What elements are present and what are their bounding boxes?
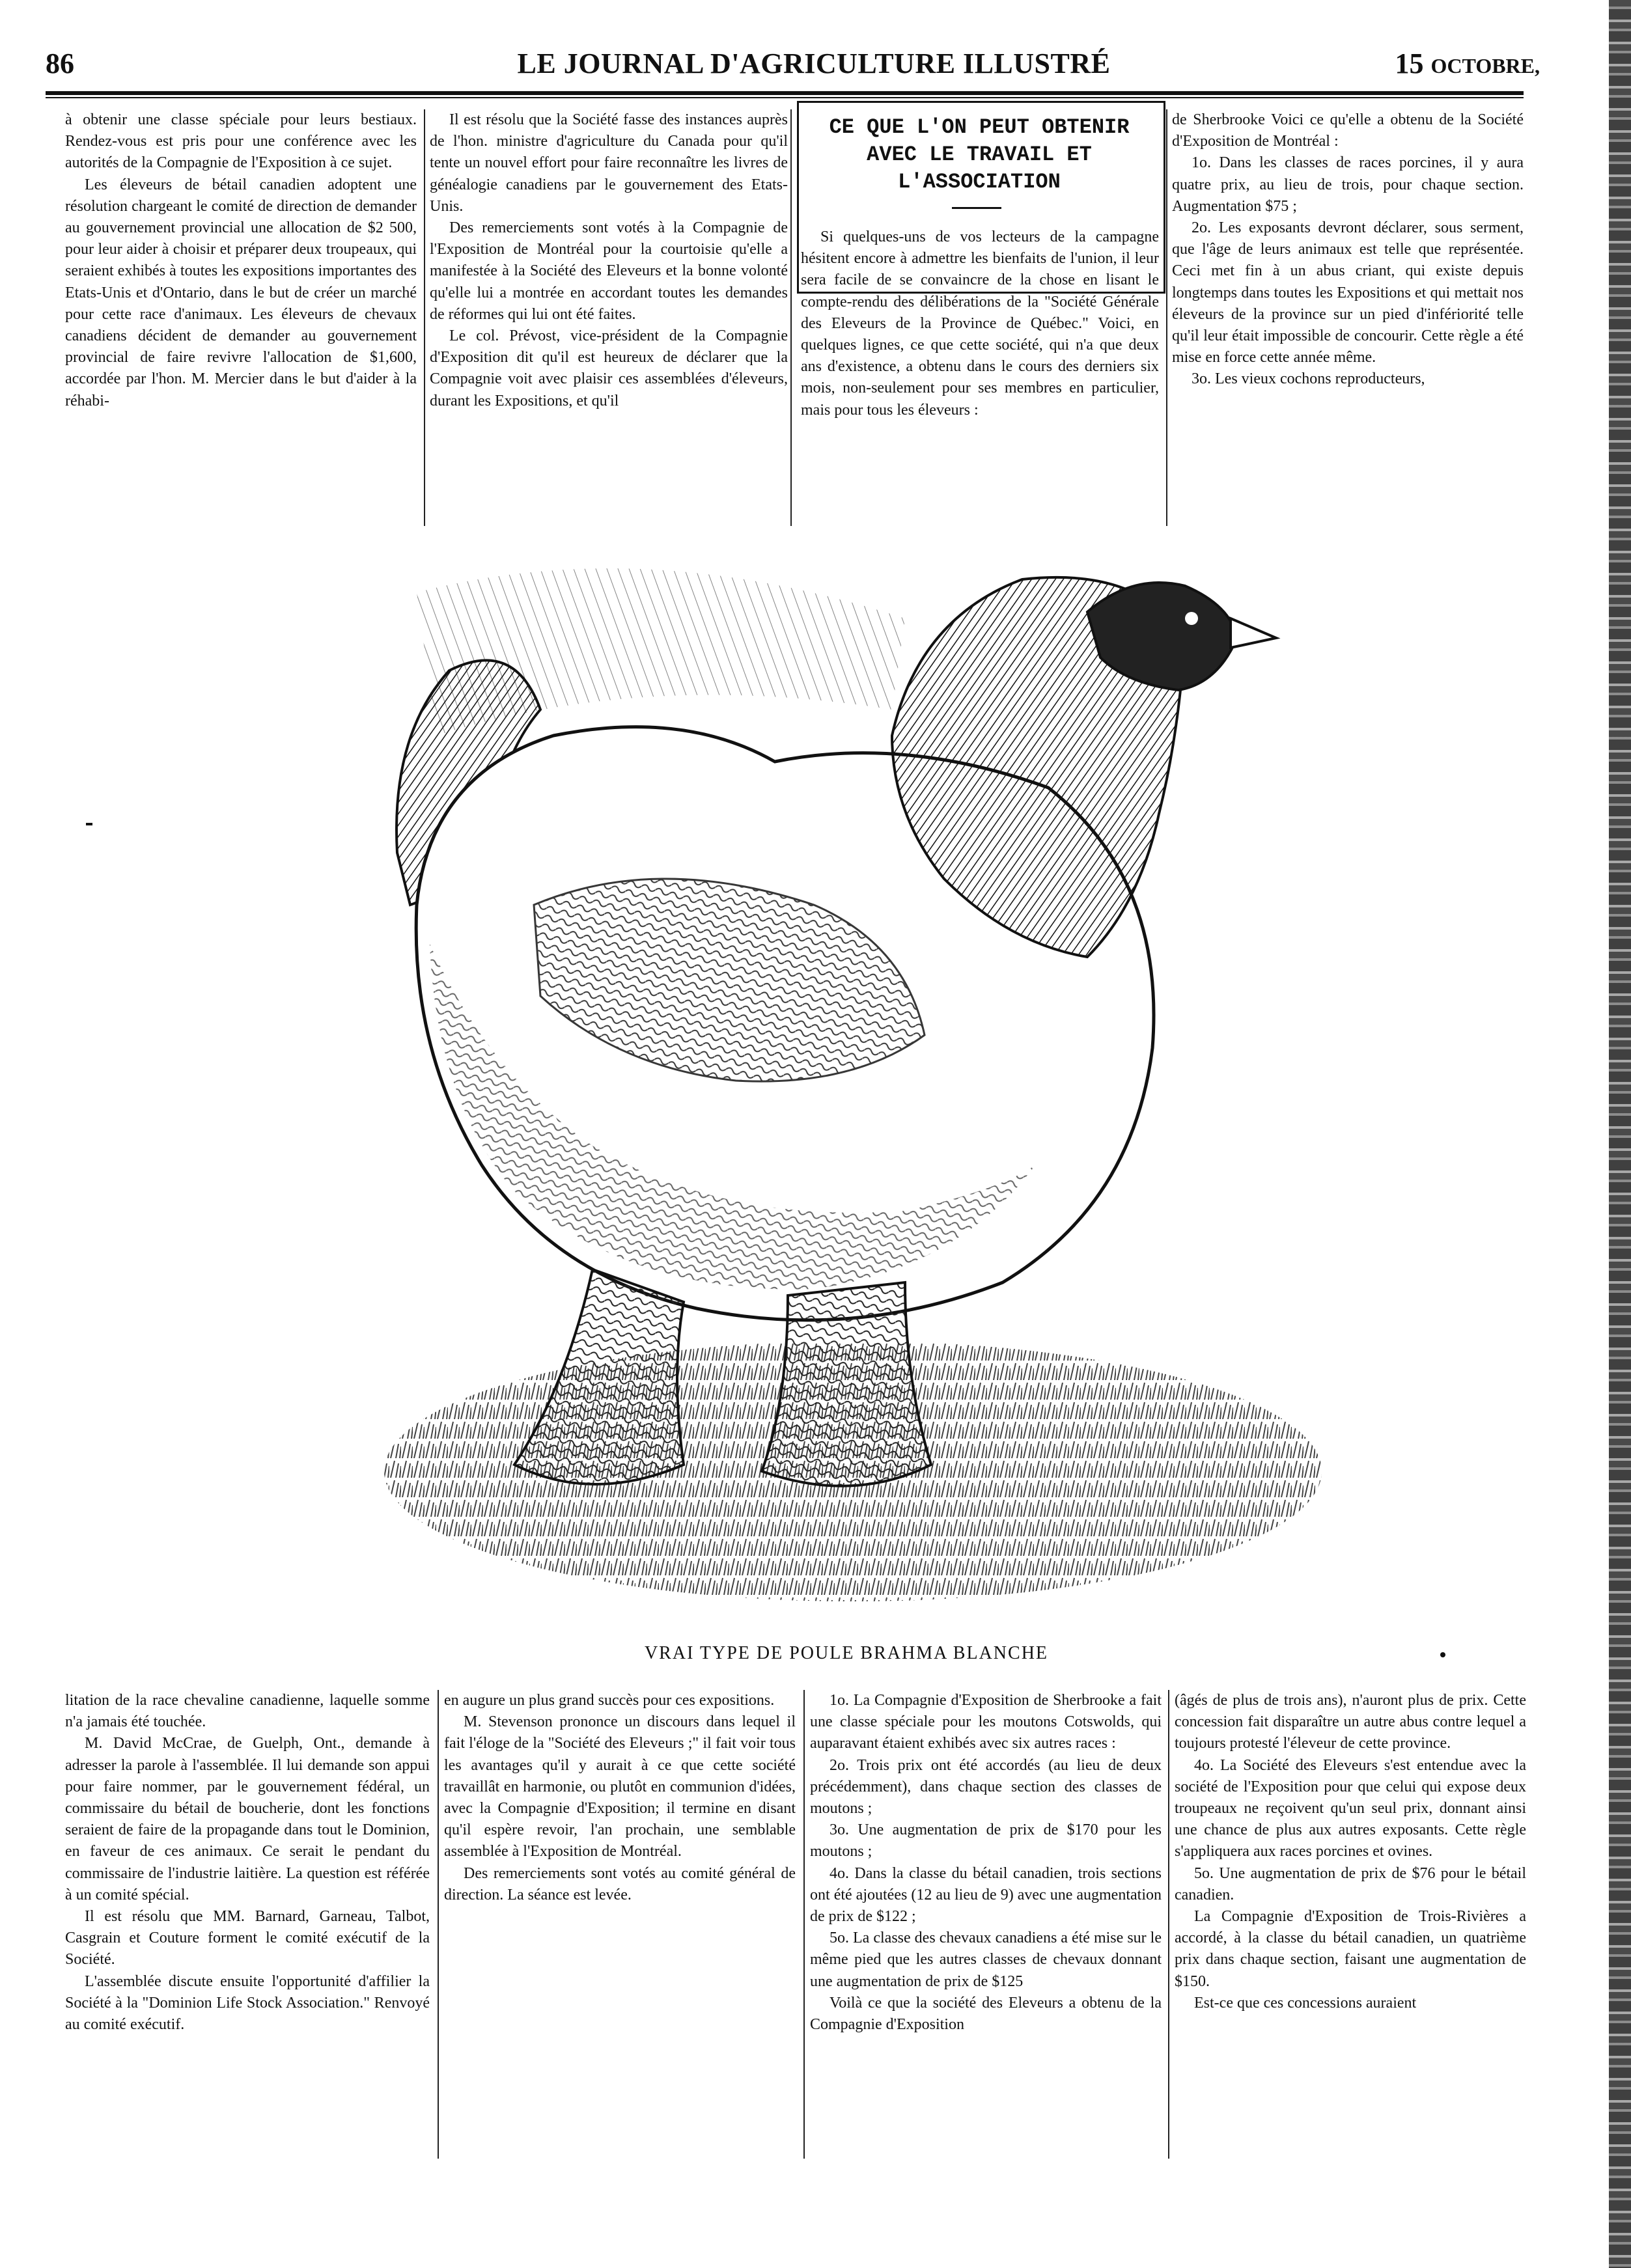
paragraph: 2o. Trois prix ont été accordés (au lieu de deux précédemment), dans chaque section des classes de moutons ; (810, 1756, 1162, 1818)
paragraph: Est-ce que ces concessions auraient (1194, 1994, 1417, 2012)
heading-dash (952, 207, 1001, 209)
scan-edge (1609, 0, 1631, 2268)
paragraph: L'assemblée discute ensuite l'opportunité d'affilier la Société à la "Dominion Life Stock Association." Renvoyé au comité exécutif. (65, 1972, 430, 2034)
masthead-title: LE JOURNAL D'AGRICULTURE ILLUSTRÉ (517, 48, 1111, 79)
page-number: 86 (46, 48, 74, 79)
eye (1185, 612, 1198, 625)
issue-date-month: OCTOBRE, (1430, 54, 1540, 77)
brahma-hen-illustration (319, 540, 1361, 1621)
paragraph: Des remerciements sont votés à la Compagnie de l'Exposition de Montréal pour la courtoisie qu'elle a manifestée à la Société des Eleveurs et la bonne volonté qu'elle lui a montrée en accordant toutes les demandes de réformes qui lui ont été faites. (430, 219, 788, 323)
column-bottom-4 (1175, 1690, 1526, 2159)
column-divider (790, 109, 792, 526)
column-bottom-1 (65, 1690, 430, 2159)
column-divider (438, 1690, 439, 2159)
paragraph: M. Stevenson prononce un discours dans lequel il fait l'éloge de la "Société des Eleveurs ;" il fait voir tous les avantages qu'il y aurait à ce que cette société travaillât en harmonie, ou plutôt en communion d'idées, avec la Compagnie d'Exposition; il termine en disant qu'il espère revoir, l'an prochain, une semblable assemblée à l'Exposition de Montréal. (444, 1713, 796, 1860)
paragraph: Les éleveurs de bétail canadien adoptent une résolution chargeant le comité de direction de demander au gouvernement provincial une allocation de $2 500, pour leur aider à choisir et préparer deux troupeaux, qui seraient exhibés à toutes les expositions importantes des Etats-Unis et d'Ontario, dans le but de créer un marché pour cette race d'animaux. Les éleveurs de chevaux canadiens décident de demander au gouvernement provincial de faire revivre l'allocation de $1,600, accordée par l'hon. M. Mercier dans le but d'aider à la réhabi- (65, 176, 417, 409)
paragraph: 1o. Dans les classes de races porcines, il y aura quatre prix, au lieu de trois, pour chaque section. Augmentation $75 ; (1172, 154, 1524, 215)
issue-date (1395, 44, 1540, 85)
illustration-caption: VRAI TYPE DE POULE BRAHMA BLANCHE (644, 1643, 1049, 1663)
column-divider (1168, 1690, 1169, 2159)
paragraph: La Compagnie d'Exposition de Trois-Rivières a accordé, à la classe du bétail canadien, un quatrième prix dans chaque section, faisant une augmentation de $150. (1175, 1908, 1526, 1990)
paragraph: Il est résolu que MM. Barnard, Garneau, Talbot, Casgrain et Couture forment le comité exécutif de la Société. (65, 1908, 430, 1969)
paragraph: 4o. Dans la classe du bétail canadien, trois sections ont été ajoutées (12 au lieu de 9) avec une augmentation de prix de $122 ; (810, 1864, 1162, 1926)
paragraph: 4o. La Société des Eleveurs s'est entendue avec la société de l'Exposition pour que celui qui expose deux troupeaux ne reçoivent qu'un seul prix, donnant ainsi une chance de plus aux autres exposants. Cette règle s'appliquera aux races porcines et ovines. (1175, 1756, 1526, 1860)
column-bottom-2 (444, 1690, 796, 2159)
paragraph: M. David McCrae, de Guelph, Ont., demande à adresser la parole à l'assemblée. Il lui demande son appui pour faire nommer, par le gouvernement fédéral, un commissaire du bétail de boucherie, dont les fonctions seraient de faire de la propagande dans tout le Dominion, en faveur de ces animaux. Ce serait le pendant du commissaire de l'industrie laitière. La question est référée à un comité spécial. (65, 1735, 430, 1903)
column-divider (424, 109, 425, 526)
issue-date-day: 15 (1395, 48, 1431, 79)
leg-right (762, 1282, 931, 1486)
hen-engraving (319, 540, 1361, 1621)
paragraph: de Sherbrooke Voici ce qu'elle a obtenu de la Société d'Exposition de Montréal : (1172, 111, 1524, 150)
column-top-3 (801, 227, 1159, 527)
paragraph: (âgés de plus de trois ans), n'auront plus de prix. Cette concession fait disparaître un autre abus contre lequel a toujours protesté l'éleveur de cette province. (1175, 1692, 1526, 1752)
paragraph: 3o. Les vieux cochons reproducteurs, (1192, 370, 1425, 388)
header-rule-thin (46, 97, 1524, 98)
column-top-1 (65, 109, 417, 526)
column-bottom-3 (810, 1690, 1162, 2159)
header-rule (46, 91, 1524, 95)
paragraph: 2o. Les exposants devront déclarer, sous serment, que l'âge de leurs animaux est telle que représentée. Ceci met fin à un abus criant, qui existe depuis longtemps dans toutes les Expositions et qui mettait nos éleveurs de la province sur un pied d'infériorité telle qu'il leur était impossible de concourir. Cette règle a été mise en force cette année même. (1172, 219, 1524, 366)
paragraph: 1o. La Compagnie d'Exposition de Sherbrooke a fait une classe spéciale pour les moutons Cotswolds, qui auparavant étaient exhibés avec six autres races : (810, 1692, 1162, 1752)
stray-mark (1440, 1652, 1445, 1657)
column-divider (1166, 109, 1167, 526)
paragraph: 5o. Une augmentation de prix de $76 pour le bétail canadien. (1175, 1864, 1526, 1903)
paragraph: en augure un plus grand succès pour ces expositions. (444, 1692, 775, 1709)
section-heading: CE QUE L'ON PEUT OBTENIR AVEC LE TRAVAIL ET L'ASSOCIATION (829, 115, 1130, 194)
column-top-2 (430, 109, 788, 526)
paragraph: Des remerciements sont votés au comité général de direction. La séance est levée. (444, 1864, 796, 1903)
stray-mark (86, 823, 92, 825)
paragraph: litation de la race chevaline canadienne, laquelle somme n'a jamais été touchée. (65, 1692, 430, 1731)
paragraph: Il est résolu que la Société fasse des instances auprès de l'hon. ministre d'agriculture du Canada pour qu'il tente un nouvel effort pour faire reconnaître les livres de généalogie canadiens par le gouvernement des Etats-Unis. (430, 111, 788, 215)
paragraph: 5o. La classe des chevaux canadiens a été mise sur le même pied que les autres classes de chevaux donnant une augmentation de prix de $125 (810, 1929, 1162, 1990)
paragraph: à obtenir une classe spéciale pour leurs bestiaux. Rendez-vous est pris pour une conférence avec les autorités de la Compagnie de l'Exposition à ce sujet. (65, 111, 417, 172)
beak (1231, 618, 1276, 648)
paragraph: Le col. Prévost, vice-président de la Compagnie d'Exposition dit qu'il est heureux de déclarer que la Compagnie voit avec plaisir ces assemblées d'éleveurs, durant les Expositions, et qu'il (430, 327, 788, 409)
paragraph: 3o. Une augmentation de prix de $170 pour les moutons ; (810, 1821, 1162, 1860)
column-top-4 (1172, 109, 1524, 526)
paragraph: Si quelques-uns de vos lecteurs de la campagne hésitent encore à admettre les bienfaits de l'union, il leur sera facile de se convaincre de la chose en lisant le compte-rendu des délibérations de la "Société Générale des Eleveurs de la Province de Québec." Voici, en quelques lignes, ce que cette société, qui n'a que deux ans d'existence, a obtenu dans le cours des derniers six mois, non-seulement pour ses membres en particulier, mais pour tous les éleveurs : (801, 228, 1159, 419)
paragraph: Voilà ce que la société des Eleveurs a obtenu de la Compagnie d'Exposition (810, 1994, 1162, 2034)
column-divider (803, 1690, 805, 2159)
